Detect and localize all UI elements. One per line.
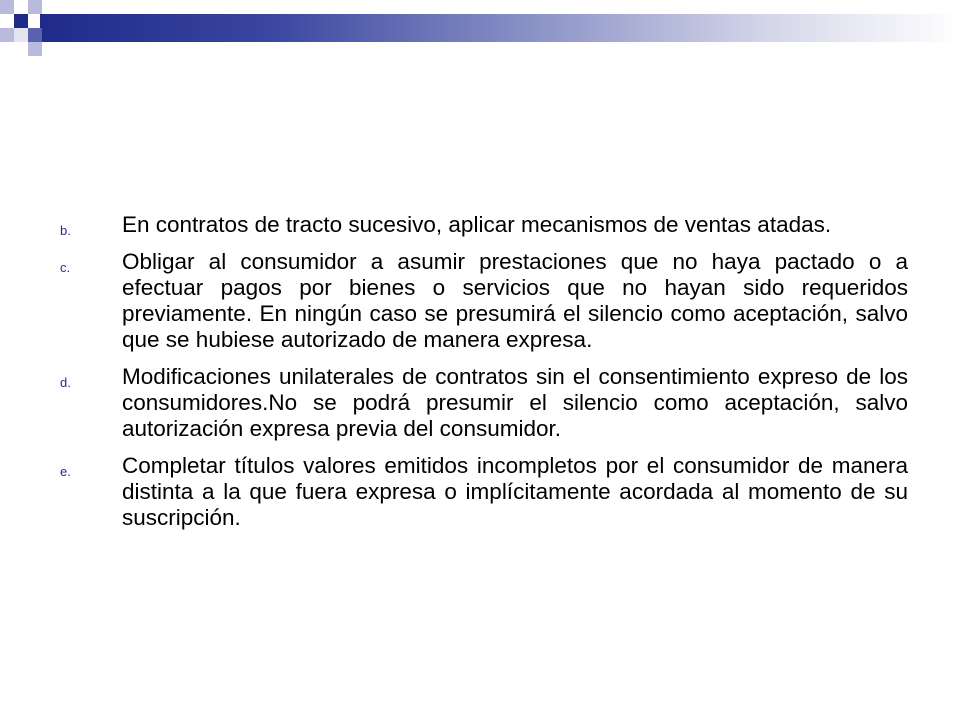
- list-marker: b.: [60, 223, 71, 238]
- list-item: [60, 453, 908, 531]
- list-item: [60, 212, 908, 238]
- list-item: [60, 364, 908, 442]
- decor-square: [0, 28, 14, 42]
- decor-square: [0, 0, 14, 14]
- slide-body: [60, 212, 908, 542]
- list-item-text: Obligar al consumidor a asumir prestaciones que no haya pactado o a efectuar pagos por bienes o servicios que no hayan sido requeridos previamente. En ningún caso se presumirá el silencio como aceptación, salvo que se hubiese autorizado de manera expresa.: [122, 249, 908, 352]
- decor-square: [14, 28, 28, 42]
- list-item: [60, 249, 908, 353]
- list-item-text: Modificaciones unilaterales de contratos sin el consentimiento expreso de los consumidores.No se podrá presumir el silencio como aceptación, salvo autorización expresa previa del consumidor.: [122, 364, 908, 441]
- decor-square: [28, 0, 42, 14]
- list-marker: d.: [60, 375, 71, 390]
- header-gradient-band: [40, 14, 960, 42]
- list-marker: e.: [60, 464, 71, 479]
- list-item-text: En contratos de tracto sucesivo, aplicar mecanismos de ventas atadas.: [122, 212, 832, 237]
- list-item-text: Completar títulos valores emitidos incompletos por el consumidor de manera distinta a la que fuera expresa o implícitamente acordada al momento de su suscripción.: [122, 453, 908, 530]
- decor-square: [14, 14, 28, 28]
- list-marker: c.: [60, 260, 71, 275]
- decor-square: [28, 42, 42, 56]
- decor-square: [28, 28, 42, 42]
